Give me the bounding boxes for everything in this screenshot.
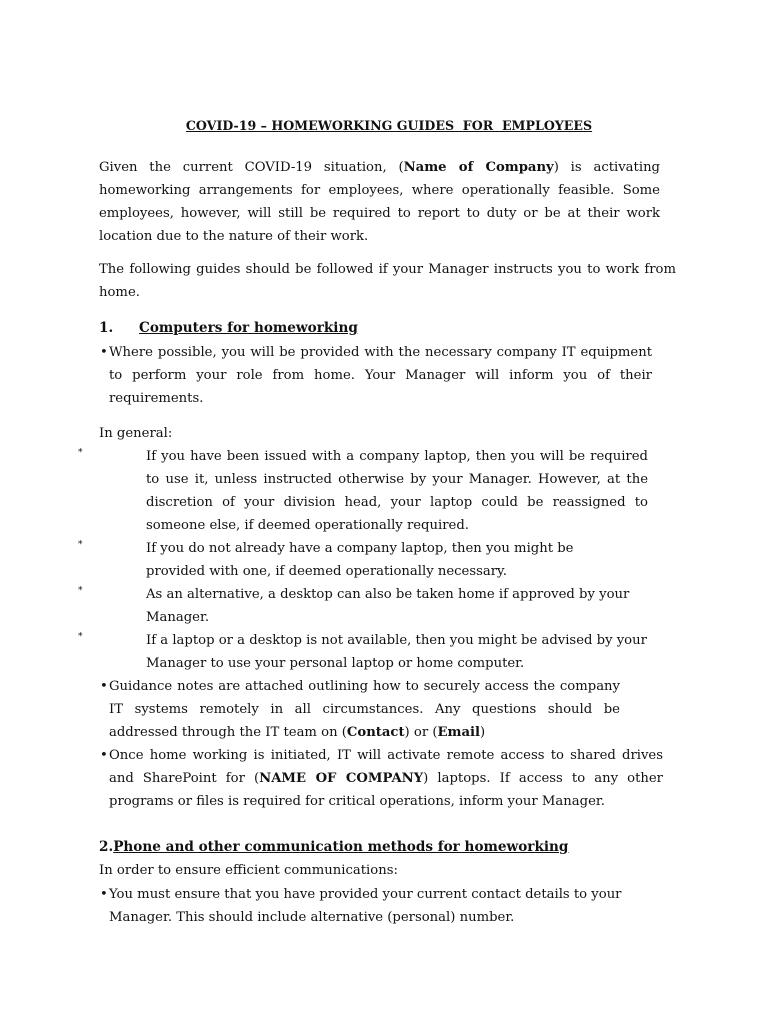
star-marker: *: [78, 586, 83, 596]
bullet-dot: •: [100, 887, 108, 902]
section2-number: 2.: [99, 839, 114, 855]
bullet-dot: •: [100, 679, 108, 694]
section1-heading: [99, 317, 499, 340]
guidance-text: Guidance notes are attached outlining how to securely access the company IT systems remotely in all circumstances. Any questions should be addressed through the IT team on (: [109, 679, 620, 740]
star-item-text: If you have been issued with a company laptop, then you will be required to use it, unless instructed otherwise by your Manager. However, at the discretion of your division head, your laptop could be reassigned to someone else, if deemed operationally required.: [146, 449, 648, 533]
star-marker: *: [78, 448, 83, 458]
guidance-end: ): [480, 725, 486, 740]
bullet-dot: •: [100, 345, 108, 360]
intro-text-end: ) is activating homeworking arrangements for employees, where operationally feasible. Some employees, however, will still be required to report to duty or be at their work location due to the nature of their work.: [99, 160, 660, 244]
star-item-text: As an alternative, a desktop can also be taken home if approved by your Manager.: [146, 587, 630, 625]
bullet-guidance-text: [109, 675, 620, 744]
bullet-where-possible-text: Where possible, you will be provided with the necessary company IT equipment to perform your role from home. Your Manager will inform you of their requirements.: [109, 345, 652, 406]
bullet-contact-details-text: You must ensure that you have provided your current contact details to your Manager. This should include alternative (personal) number.: [109, 887, 622, 925]
star-marker: *: [78, 540, 83, 550]
section2-heading: [99, 836, 659, 859]
bullet-guidance-notes: [100, 675, 620, 744]
intro-paragraph: [99, 156, 660, 248]
bullet-remote-access: [100, 744, 663, 813]
section1-heading-text: Computers for homeworking: [139, 320, 358, 336]
bullet-dot: •: [100, 748, 108, 763]
bullet-contact-details: [100, 883, 640, 929]
star-item-text: If a laptop or a desktop is not available, then you might be advised by your Manager to use your personal laptop or home computer.: [146, 633, 647, 671]
company-name-placeholder: Name of Company: [403, 160, 554, 175]
star-item-text: If you do not already have a company laptop, then you might be provided with one, if deemed operationally necessary.: [146, 541, 574, 579]
remote-text-end: ) laptops. If access to any other programs or files is required for critical operations, inform your Manager.: [109, 771, 663, 809]
section2-heading-text: Phone and other communication methods for homeworking: [113, 839, 569, 855]
section1-number: 1.: [99, 320, 114, 336]
follow-paragraph: The following guides should be followed if your Manager instructs you to work from home.: [99, 262, 676, 300]
bullet-where-possible: [100, 341, 652, 410]
in-general-label: In general:: [99, 426, 173, 441]
section2-intro: In order to ensure efficient communications:: [99, 863, 398, 878]
company-name-caps-placeholder: NAME OF COMPANY: [259, 771, 424, 786]
remote-text-start: Once home working is initiated, IT will activate remote access to shared drives and SharePoint for (: [109, 748, 663, 786]
contact-placeholder: Contact: [346, 725, 405, 740]
intro-text-start: Given the current COVID-19 situation, (: [99, 160, 404, 175]
email-placeholder: Email: [437, 725, 481, 740]
guidance-middle: ) or (: [404, 725, 438, 740]
star-marker: *: [78, 632, 83, 642]
bullet-remote-text: [109, 744, 663, 813]
document-title: COVID-19 – HOMEWORKING GUIDES FOR EMPLOYEES: [185, 118, 593, 133]
